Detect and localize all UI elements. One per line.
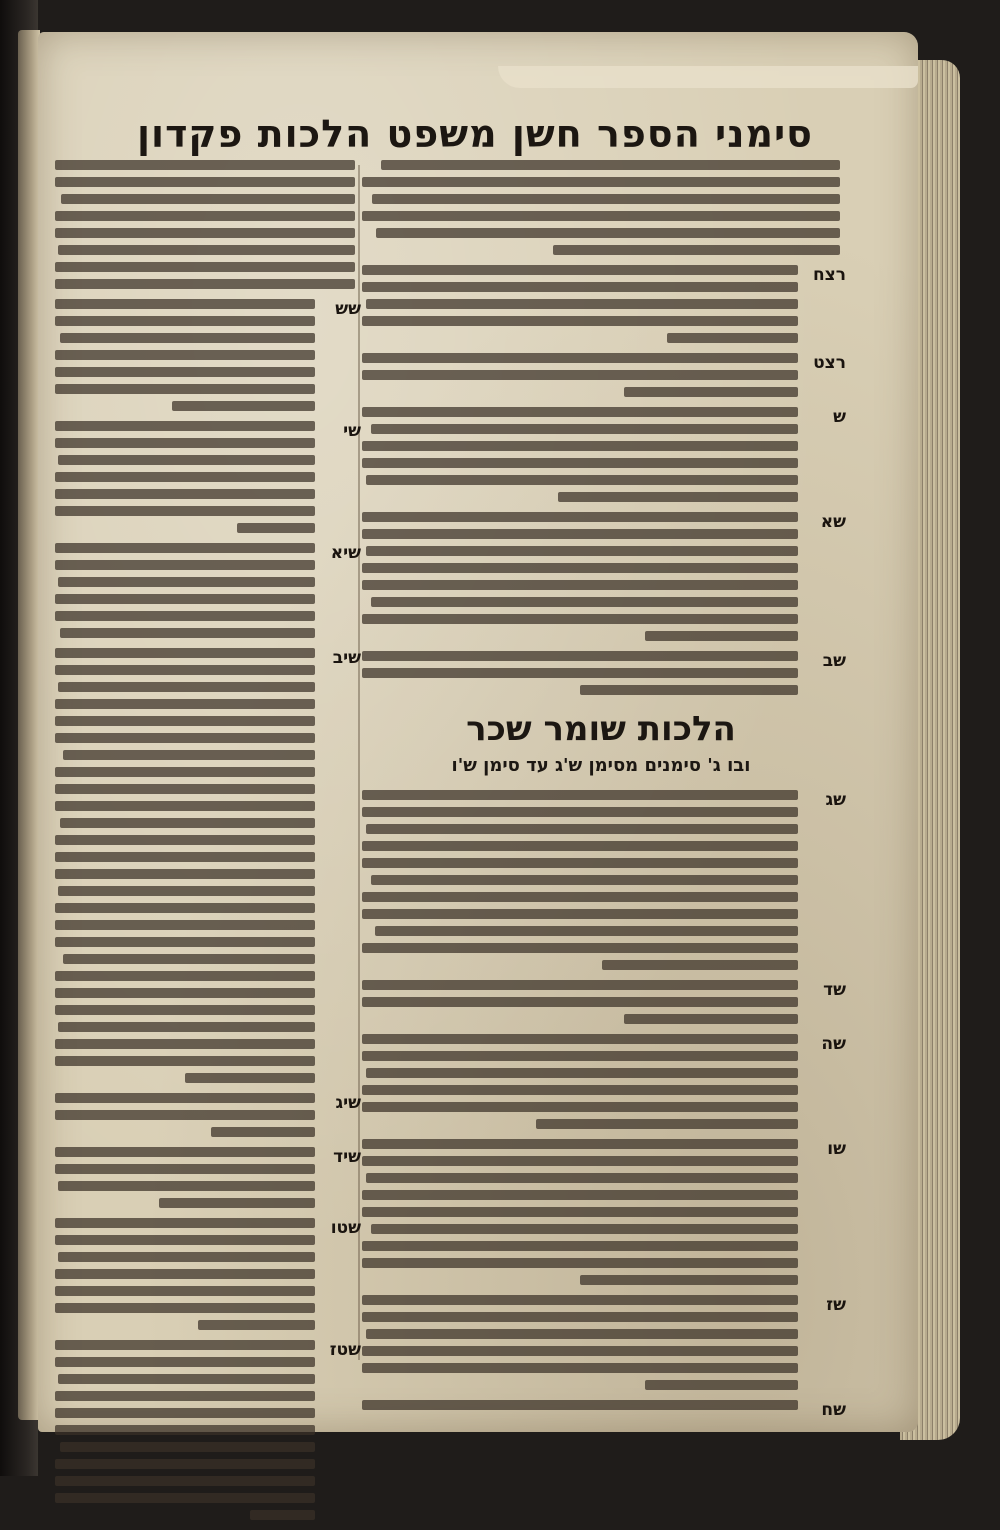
siman-number: שטז: [329, 1340, 361, 1360]
page-title: סימני הספר חשן משפט הלכות פקדון: [137, 112, 813, 156]
siman-number: שח: [821, 1400, 846, 1420]
siman-number: שיד: [333, 1147, 361, 1167]
siman-block: [55, 543, 361, 638]
siman-number: שה: [821, 1034, 846, 1054]
siman-block: [362, 1139, 846, 1285]
siman-number: שש: [335, 299, 361, 319]
text-block-intro: [55, 160, 355, 289]
siman-number: שיא: [330, 543, 361, 563]
siman-number: שג: [825, 790, 846, 810]
siman-block: [55, 299, 361, 411]
siman-block: [55, 648, 361, 1083]
siman-block: [362, 1295, 846, 1390]
siman-number: שז: [826, 1295, 846, 1315]
siman-number: שי: [343, 421, 361, 441]
siman-number: שיג: [335, 1093, 361, 1113]
siman-block: [55, 1340, 361, 1520]
siman-block: [55, 1218, 361, 1330]
column-divider: [358, 165, 360, 1360]
siman-number: רצח: [812, 265, 846, 285]
section-heading: הלכות שומר שכר: [466, 709, 736, 749]
siman-block: [362, 265, 846, 343]
siman-block: [55, 1093, 361, 1137]
siman-block: [362, 1400, 846, 1420]
book-binding: [18, 30, 40, 1420]
siman-number: שו: [827, 1139, 846, 1159]
siman-block: [362, 512, 846, 641]
siman-number: שטו: [330, 1218, 361, 1238]
left-column: [55, 160, 361, 1530]
siman-number: שא: [820, 512, 846, 532]
siman-number: שיב: [332, 648, 361, 668]
siman-number: רצט: [813, 353, 846, 373]
siman-block: [362, 651, 846, 695]
siman-block: [362, 790, 846, 970]
paper-tear: [498, 66, 918, 88]
siman-number: שב: [822, 651, 846, 671]
siman-block: [362, 980, 846, 1024]
siman-number: שד: [823, 980, 846, 1000]
siman-block: [362, 407, 846, 502]
text-block-intro: [362, 160, 840, 255]
right-column: [362, 160, 846, 1420]
siman-block: [362, 1034, 846, 1129]
siman-number: ש: [833, 407, 846, 427]
siman-block: [55, 421, 361, 533]
siman-block: [362, 353, 846, 397]
siman-block: [55, 1147, 361, 1208]
section-subheading: ובו ג' סימנים מסימן ש'ג עד סימן ש'ו: [451, 755, 751, 776]
